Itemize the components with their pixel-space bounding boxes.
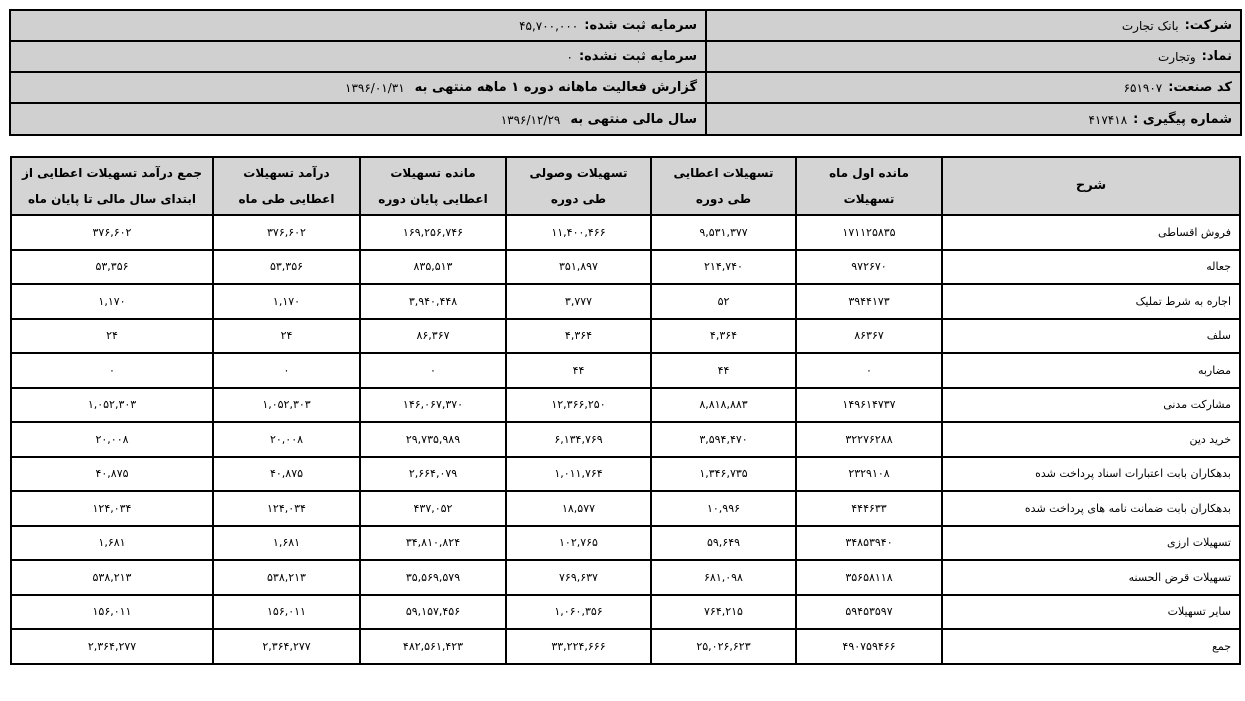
unregistered-capital-row <box>11 42 705 73</box>
fiscal-year-row <box>11 104 705 135</box>
cell-opening: ۰ <box>796 353 942 388</box>
cell-collected: ۳,۷۷۷ <box>506 284 651 319</box>
cell-cumulative: ۲۴ <box>11 319 213 354</box>
header-line: مانده تسهیلات <box>390 166 476 180</box>
cell-cumulative: ۱۲۴,۰۳۴ <box>11 491 213 526</box>
cell-closing: ۲,۶۶۴,۰۷۹ <box>360 457 506 492</box>
header-line: تسهیلات اعطایی <box>673 166 774 180</box>
cell-granted: ۴,۳۶۴ <box>651 319 796 354</box>
header-description-label: شرح <box>1075 178 1107 193</box>
report-date: ۱۳۹۶/۰۱/۳۱ <box>345 80 405 95</box>
cell-cumulative: ۱۵۶,۰۱۱ <box>11 595 213 630</box>
cell-opening: ۸۶۳۶۷ <box>796 319 942 354</box>
cell-opening: ۱۷۱۱۲۵۸۳۵ <box>796 215 942 250</box>
cell-desc: خرید دین <box>942 422 1240 457</box>
cell-income: ۵۳۸,۲۱۳ <box>213 560 360 595</box>
cell-desc: سلف <box>942 319 1240 354</box>
cell-closing: ۴۳۷,۰۵۲ <box>360 491 506 526</box>
cell-granted: ۹,۵۳۱,۳۷۷ <box>651 215 796 250</box>
cell-opening: ۴۴۴۶۳۳ <box>796 491 942 526</box>
industry-code-value: ۶۵۱۹۰۷ <box>1123 80 1163 95</box>
cell-granted: ۳,۵۹۴,۴۷۰ <box>651 422 796 457</box>
cell-closing: ۳,۹۴۰,۴۴۸ <box>360 284 506 319</box>
cell-collected: ۶,۱۳۴,۷۶۹ <box>506 422 651 457</box>
table-row <box>11 250 1240 285</box>
cell-granted: ۲۱۴,۷۴۰ <box>651 250 796 285</box>
cell-granted: ۵۹,۶۴۹ <box>651 526 796 561</box>
header-line: ابتدای سال مالی تا پایان ماه <box>27 192 197 206</box>
report-period-row <box>11 73 705 104</box>
header-granted <box>651 157 796 215</box>
table-row <box>11 422 1240 457</box>
unregistered-capital-value: ۰ <box>566 49 573 64</box>
cell-collected: ۱۲,۳۶۶,۲۵۰ <box>506 388 651 423</box>
header-line: اعطایی پایان دوره <box>378 192 488 206</box>
cell-granted: ۸,۸۱۸,۸۸۳ <box>651 388 796 423</box>
company-row <box>707 11 1240 42</box>
cell-income: ۱,۰۵۲,۳۰۳ <box>213 388 360 423</box>
cell-granted: ۶۸۱,۰۹۸ <box>651 560 796 595</box>
header-description <box>942 157 1240 215</box>
table-row <box>11 319 1240 354</box>
symbol-label: نماد: <box>1201 49 1232 64</box>
table-body <box>11 215 1240 664</box>
cell-closing: ۸۳۵,۵۱۳ <box>360 250 506 285</box>
cell-cumulative: ۰ <box>11 353 213 388</box>
cell-collected: ۱۱,۴۰۰,۴۶۶ <box>506 215 651 250</box>
header-cumulative-income <box>11 157 213 215</box>
cell-desc: مضاربه <box>942 353 1240 388</box>
cell-income: ۳۷۶,۶۰۲ <box>213 215 360 250</box>
cell-granted: ۲۵,۰۲۶,۶۲۳ <box>651 629 796 664</box>
header-line: اعطایی طی ماه <box>238 192 335 206</box>
table-row <box>11 491 1240 526</box>
cell-closing: ۸۶,۳۶۷ <box>360 319 506 354</box>
company-value: بانک تجارت <box>1121 18 1179 33</box>
cell-closing: ۱۶۹,۲۵۶,۷۴۶ <box>360 215 506 250</box>
cell-income: ۴۰,۸۷۵ <box>213 457 360 492</box>
table-row <box>11 526 1240 561</box>
cell-collected: ۱,۰۶۰,۳۵۶ <box>506 595 651 630</box>
symbol-row <box>707 42 1240 73</box>
cell-desc: فروش اقساطی <box>942 215 1240 250</box>
cell-income: ۱,۶۸۱ <box>213 526 360 561</box>
header-line: تسهیلات وصولی <box>529 166 628 180</box>
cell-collected: ۱۰۲,۷۶۵ <box>506 526 651 561</box>
cell-granted: ۷۶۴,۲۱۵ <box>651 595 796 630</box>
cell-opening: ۲۳۲۹۱۰۸ <box>796 457 942 492</box>
cell-closing: ۰ <box>360 353 506 388</box>
table-row <box>11 560 1240 595</box>
company-label: شرکت: <box>1184 18 1232 33</box>
table-row <box>11 457 1240 492</box>
header-line: مانده اول ماه <box>829 166 909 180</box>
tracking-number-row <box>707 104 1240 135</box>
cell-desc: جمع <box>942 629 1240 664</box>
cell-income: ۱,۱۷۰ <box>213 284 360 319</box>
cell-closing: ۱۴۶,۰۶۷,۳۷۰ <box>360 388 506 423</box>
header-line: طی دوره <box>550 192 607 206</box>
cell-cumulative: ۵۳۸,۲۱۳ <box>11 560 213 595</box>
registered-capital-label: سرمایه ثبت شده: <box>584 18 697 33</box>
cell-collected: ۱,۰۱۱,۷۶۴ <box>506 457 651 492</box>
registered-capital-value: ۴۵,۷۰۰,۰۰۰ <box>519 18 579 33</box>
report-title: گزارش فعالیت ماهانه دوره ۱ ماهه منتهی به <box>414 80 697 95</box>
header-line: جمع درآمد تسهیلات اعطایی از <box>21 166 203 180</box>
cell-closing: ۴۸۲,۵۶۱,۴۲۳ <box>360 629 506 664</box>
cell-collected: ۳۳,۲۲۴,۶۶۶ <box>506 629 651 664</box>
table-row <box>11 353 1240 388</box>
cell-income: ۲۰,۰۰۸ <box>213 422 360 457</box>
cell-collected: ۱۸,۵۷۷ <box>506 491 651 526</box>
cell-cumulative: ۵۳,۳۵۶ <box>11 250 213 285</box>
table-row <box>11 284 1240 319</box>
cell-granted: ۴۴ <box>651 353 796 388</box>
facilities-table <box>10 156 1241 665</box>
cell-desc: بدهکاران بابت ضمانت نامه های پرداخت شده <box>942 491 1240 526</box>
cell-desc: تسهیلات ارزی <box>942 526 1240 561</box>
cell-desc: مشارکت مدنی <box>942 388 1240 423</box>
cell-opening: ۳۲۲۷۶۲۸۸ <box>796 422 942 457</box>
cell-desc: بدهکاران بابت اعتبارات اسناد پرداخت شده <box>942 457 1240 492</box>
cell-granted: ۵۲ <box>651 284 796 319</box>
cell-closing: ۳۵,۵۶۹,۵۷۹ <box>360 560 506 595</box>
symbol-value: وتجارت <box>1158 49 1196 64</box>
company-info-column <box>707 11 1240 134</box>
cell-opening: ۳۴۸۵۳۹۴۰ <box>796 526 942 561</box>
cell-closing: ۲۹,۷۳۵,۹۸۹ <box>360 422 506 457</box>
cell-opening: ۵۹۴۵۳۵۹۷ <box>796 595 942 630</box>
table-row <box>11 595 1240 630</box>
cell-cumulative: ۱,۰۵۲,۳۰۳ <box>11 388 213 423</box>
unregistered-capital-label: سرمایه ثبت نشده: <box>578 49 697 64</box>
registered-capital-row <box>11 11 705 42</box>
cell-closing: ۵۹,۱۵۷,۴۵۶ <box>360 595 506 630</box>
fiscal-year-value: ۱۳۹۶/۱۲/۲۹ <box>500 112 561 127</box>
header-monthly-income <box>213 157 360 215</box>
capital-info-column <box>11 11 707 134</box>
cell-opening: ۱۴۹۶۱۴۷۳۷ <box>796 388 942 423</box>
header-line: طی دوره <box>695 192 752 206</box>
report-info-panel <box>9 9 1242 136</box>
cell-cumulative: ۲۰,۰۰۸ <box>11 422 213 457</box>
header-closing-balance <box>360 157 506 215</box>
cell-cumulative: ۲,۳۶۴,۲۷۷ <box>11 629 213 664</box>
cell-opening: ۴۹۰۷۵۹۴۶۶ <box>796 629 942 664</box>
tracking-number-value: ۴۱۷۴۱۸ <box>1088 112 1128 127</box>
cell-desc: جعاله <box>942 250 1240 285</box>
industry-code-label: کد صنعت: <box>1168 80 1232 95</box>
cell-income: ۲,۳۶۴,۲۷۷ <box>213 629 360 664</box>
industry-code-row <box>707 73 1240 104</box>
cell-granted: ۱۰,۹۹۶ <box>651 491 796 526</box>
cell-granted: ۱,۳۴۶,۷۳۵ <box>651 457 796 492</box>
cell-collected: ۴۴ <box>506 353 651 388</box>
header-collected <box>506 157 651 215</box>
table-row <box>11 215 1240 250</box>
cell-income: ۰ <box>213 353 360 388</box>
header-opening-balance <box>796 157 942 215</box>
cell-opening: ۳۹۴۴۱۷۳ <box>796 284 942 319</box>
cell-opening: ۹۷۲۶۷۰ <box>796 250 942 285</box>
table-header-row <box>11 157 1240 215</box>
table-row <box>11 629 1240 664</box>
cell-opening: ۳۵۶۵۸۱۱۸ <box>796 560 942 595</box>
cell-cumulative: ۴۰,۸۷۵ <box>11 457 213 492</box>
cell-closing: ۳۴,۸۱۰,۸۲۴ <box>360 526 506 561</box>
tracking-number-label: شماره پیگیری : <box>1133 112 1232 127</box>
cell-cumulative: ۳۷۶,۶۰۲ <box>11 215 213 250</box>
cell-collected: ۴,۳۶۴ <box>506 319 651 354</box>
table-row <box>11 388 1240 423</box>
fiscal-year-label: سال مالی منتهی به <box>570 112 697 127</box>
cell-income: ۱۲۴,۰۳۴ <box>213 491 360 526</box>
cell-cumulative: ۱,۶۸۱ <box>11 526 213 561</box>
cell-desc: سایر تسهیلات <box>942 595 1240 630</box>
header-line: درآمد تسهیلات <box>243 166 330 180</box>
cell-cumulative: ۱,۱۷۰ <box>11 284 213 319</box>
cell-income: ۵۳,۳۵۶ <box>213 250 360 285</box>
cell-desc: تسهیلات قرض الحسنه <box>942 560 1240 595</box>
cell-desc: اجاره به شرط تملیک <box>942 284 1240 319</box>
cell-income: ۱۵۶,۰۱۱ <box>213 595 360 630</box>
cell-collected: ۳۵۱,۸۹۷ <box>506 250 651 285</box>
header-line: تسهیلات <box>843 192 895 206</box>
cell-income: ۲۴ <box>213 319 360 354</box>
cell-collected: ۷۶۹,۶۳۷ <box>506 560 651 595</box>
